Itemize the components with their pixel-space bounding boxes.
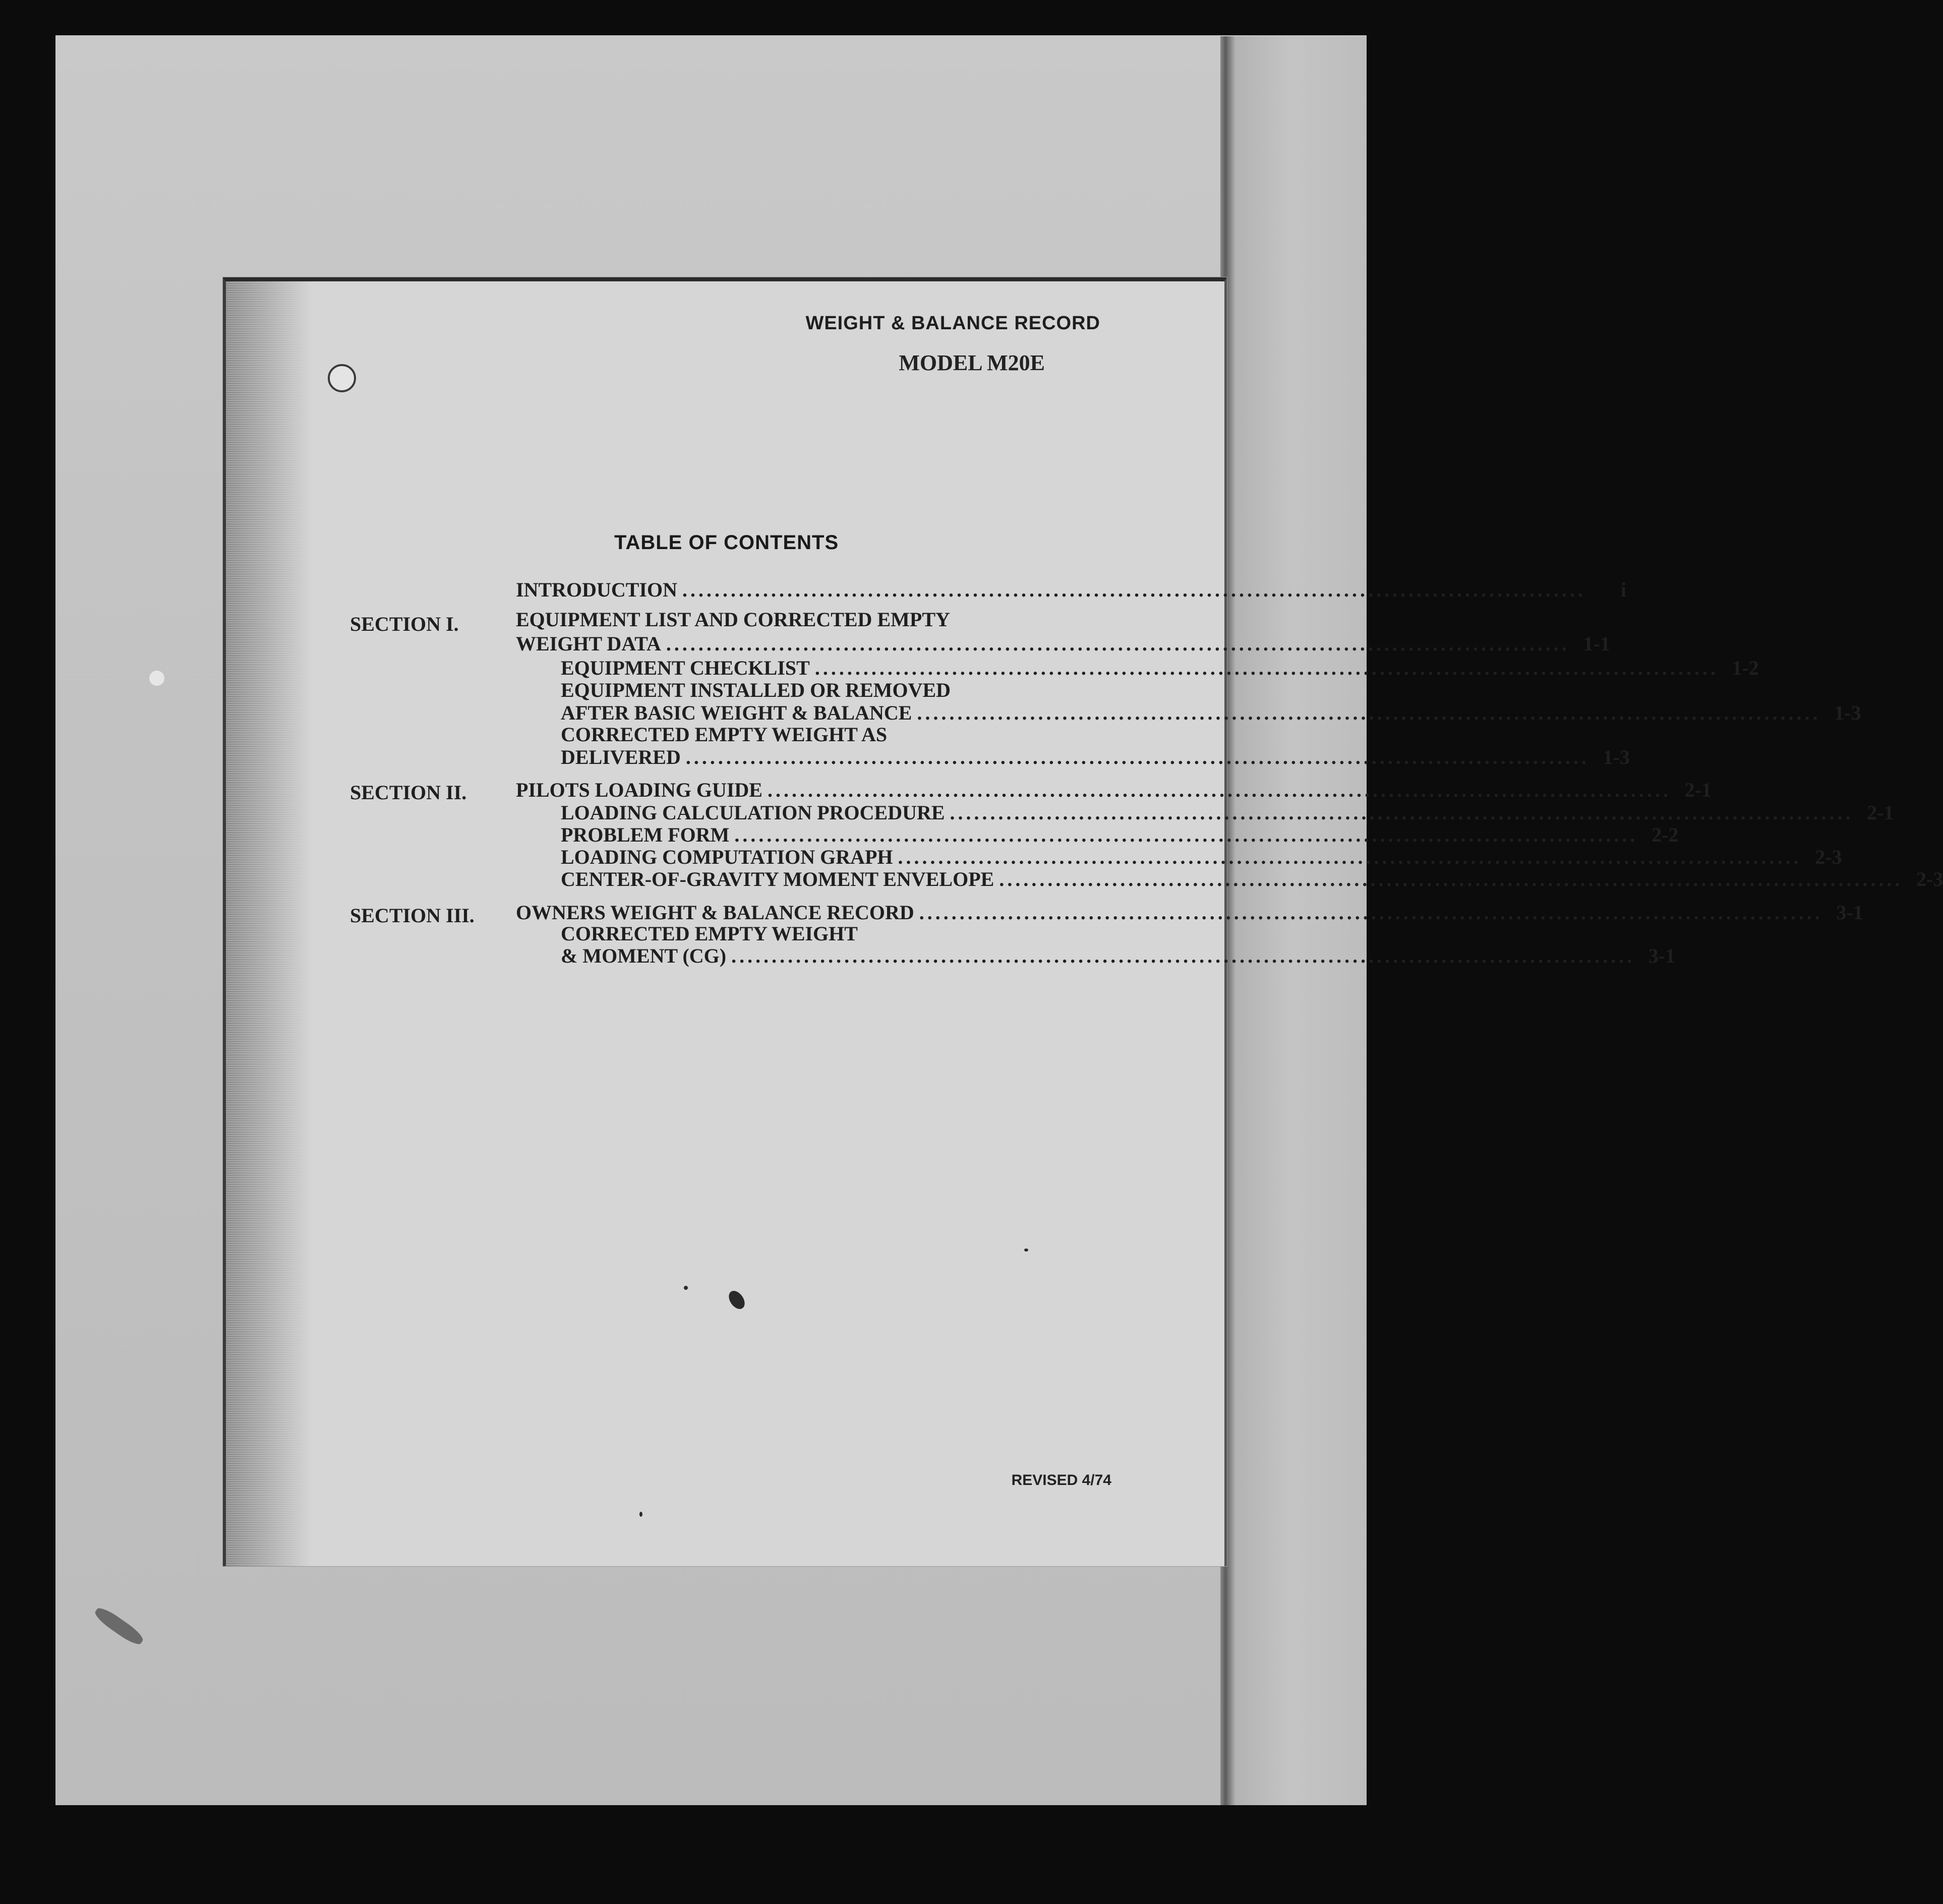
toc-entry-label: DELIVERED xyxy=(561,746,681,768)
toc-entry-label: PROBLEM FORM xyxy=(561,823,730,846)
toc-entry-page: 2-3 xyxy=(1916,868,1943,890)
toc-entry-page: 1-1 xyxy=(1583,632,1610,655)
toc-entry-equipment-checklist xyxy=(561,657,1759,679)
toc-entry-section-1 xyxy=(516,632,1610,655)
toc-entry-installed-line1: EQUIPMENT INSTALLED OR REMOVED xyxy=(561,679,951,701)
toc-entry-empty-weight-moment xyxy=(561,944,1676,967)
toc-entry-introduction xyxy=(516,578,1627,601)
toc-entry-label: OWNERS WEIGHT & BALANCE RECORD xyxy=(516,901,914,924)
dot-leader: ................................................................................................................ xyxy=(917,701,1821,724)
toc-entry-page: 3-1 xyxy=(1648,944,1676,967)
punch-hole xyxy=(328,364,356,392)
dot-leader: ................................................................................................................ xyxy=(999,868,1903,890)
ink-speck xyxy=(639,1512,642,1517)
toc-entry-section-2 xyxy=(516,779,1712,801)
toc-entry-page: 1-3 xyxy=(1834,701,1861,724)
toc-entry-page: 1-2 xyxy=(1732,657,1759,679)
document-title: WEIGHT & BALANCE RECORD xyxy=(805,313,1100,334)
toc-entry-corrected-delivered xyxy=(561,746,1630,768)
section-label-2: SECTION II. xyxy=(350,781,467,804)
toc-entry-page: 2-2 xyxy=(1652,823,1679,846)
toc-entry-page: 2-1 xyxy=(1867,801,1894,824)
dot-leader: ................................................................................................................ xyxy=(898,846,1802,868)
toc-entry-label: CENTER-OF-GRAVITY MOMENT ENVELOPE xyxy=(561,868,994,890)
toc-entry-loading-graph xyxy=(561,846,1842,868)
dot-leader: ................................................................................................................ xyxy=(814,657,1719,679)
toc-entry-label: PILOTS LOADING GUIDE xyxy=(516,779,762,801)
toc-entry-page: 2-3 xyxy=(1815,846,1842,868)
dot-leader: ................................................................................................................ xyxy=(734,823,1638,846)
toc-entry-cg-line1: CORRECTED EMPTY WEIGHT xyxy=(561,922,858,945)
dot-leader: ................................................................................................................ xyxy=(666,632,1570,655)
dot-leader: ................................................................................................................ xyxy=(919,901,1823,924)
toc-heading: TABLE OF CONTENTS xyxy=(614,531,839,554)
section-label-3: SECTION III. xyxy=(350,904,475,927)
toc-entry-label: LOADING COMPUTATION GRAPH xyxy=(561,846,893,868)
dot-leader: ................................................................................................................ xyxy=(685,746,1589,768)
dot-leader: ................................................................................................................ xyxy=(767,779,1671,801)
toc-entry-problem-form xyxy=(561,823,1679,846)
model-number: MODEL M20E xyxy=(899,350,1045,375)
toc-entry-cg-envelope xyxy=(561,868,1943,890)
toc-entry-corrected-line1: CORRECTED EMPTY WEIGHT AS xyxy=(561,723,888,746)
ink-speck xyxy=(684,1286,688,1290)
toc-entry-loading-calculation xyxy=(561,801,1894,824)
dot-leader: ................................................................................................................ xyxy=(682,578,1586,601)
toc-entry-page: 2-1 xyxy=(1684,779,1712,801)
toc-entry-page: 1-3 xyxy=(1603,746,1630,768)
dot-leader: ................................................................................................................ xyxy=(950,801,1854,824)
ink-speck xyxy=(726,1288,748,1312)
page-edge-shading xyxy=(226,281,312,1566)
toc-entry-section-3 xyxy=(516,901,1863,924)
dot-leader: ................................................................................................................ xyxy=(731,944,1635,967)
toc-entry-page: 3-1 xyxy=(1836,901,1863,924)
revision-date: REVISED 4/74 xyxy=(1011,1472,1111,1489)
toc-entry-installed-removed xyxy=(561,701,1861,724)
toc-entry-page: i xyxy=(1620,578,1627,601)
toc-entry-label: EQUIPMENT CHECKLIST xyxy=(561,657,810,679)
board-spot xyxy=(149,671,164,686)
toc-entry-label: WEIGHT DATA xyxy=(516,632,661,655)
ink-speck xyxy=(1024,1248,1028,1252)
document-page xyxy=(223,277,1943,1566)
toc-entry-label: INTRODUCTION xyxy=(516,578,678,601)
toc-entry-label: AFTER BASIC WEIGHT & BALANCE xyxy=(561,701,912,724)
section-1-title-line1: EQUIPMENT LIST AND CORRECTED EMPTY xyxy=(516,608,950,631)
section-label-1: SECTION I. xyxy=(350,613,459,635)
toc-entry-label: & MOMENT (CG) xyxy=(561,944,727,967)
toc-entry-label: LOADING CALCULATION PROCEDURE xyxy=(561,801,945,824)
